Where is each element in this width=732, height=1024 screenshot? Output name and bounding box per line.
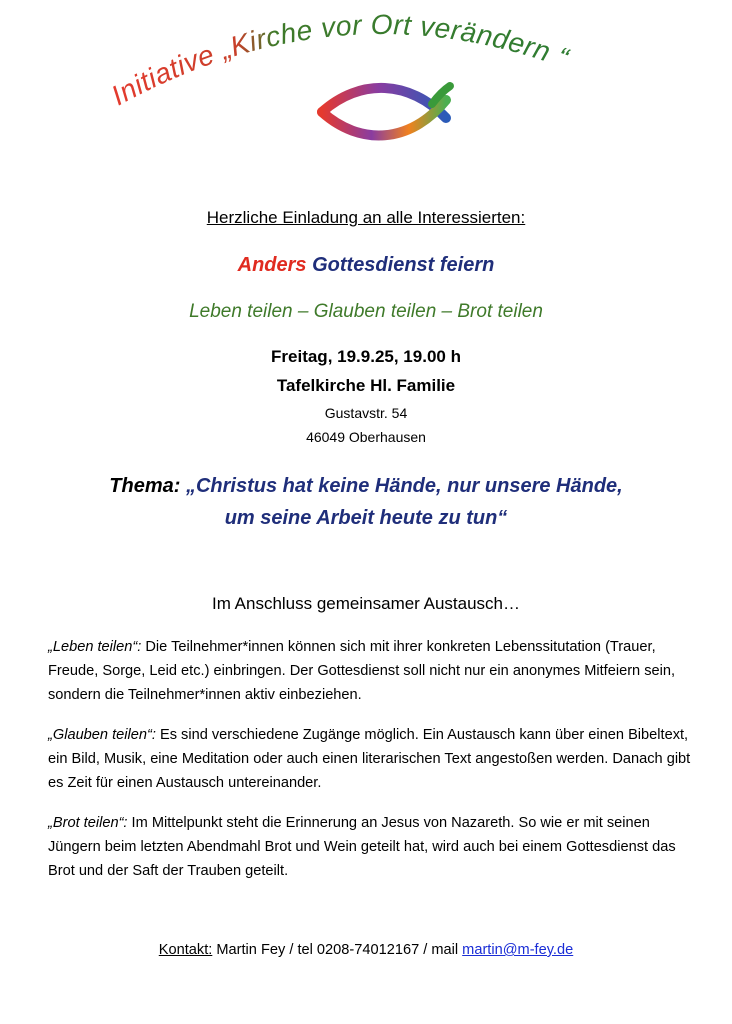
theme-quote-1: „Christus hat keine Hände, nur unsere Hände, bbox=[185, 475, 623, 497]
section-glauben-teilen bbox=[48, 723, 696, 795]
event-location: Tafelkirche Hl. Familie bbox=[276, 376, 456, 395]
invitation-line: Herzliche Einladung an alle Interessierten: bbox=[206, 208, 526, 227]
section-title: „Brot teilen“: bbox=[48, 815, 128, 831]
followup-line: Im Anschluss gemeinsamer Austausch… bbox=[211, 594, 521, 613]
headline-rest: Gottesdienst feiern bbox=[312, 254, 495, 276]
event-street: Gustavstr. 54 bbox=[324, 405, 408, 421]
section-leben-teilen bbox=[48, 635, 696, 707]
section-text: Es sind verschiedene Zugänge möglich. Ein Austausch kann über einen Bibeltext, ein Bild, Musik, eine Meditation oder auch einen literarischen Text angestoßen werden. Danach gibt es Zeit für einen Austausch untereinander. bbox=[48, 727, 691, 791]
headline bbox=[0, 254, 732, 277]
email-link[interactable]: martin@m-fey.de bbox=[462, 942, 574, 958]
tagline: Leben teilen – Glauben teilen – Brot teilen bbox=[189, 301, 543, 322]
arc-title: Initiative „Kirche vor Ort verändern “ bbox=[106, 8, 573, 112]
header-graphic bbox=[0, 0, 732, 170]
section-title: „Glauben teilen“: bbox=[48, 727, 156, 743]
event-date: Freitag, 19.9.25, 19.00 h bbox=[271, 347, 461, 366]
theme-line-1 bbox=[0, 470, 732, 502]
headline-anders: Anders bbox=[237, 254, 307, 276]
theme-label: Thema: bbox=[109, 475, 181, 497]
fish-icon bbox=[322, 86, 450, 135]
contact-line bbox=[0, 942, 732, 958]
contact-label: Kontakt: bbox=[158, 942, 213, 958]
section-text: Die Teilnehmer*innen können sich mit ihrer konkreten Lebenssitutation (Trauer, Freude, Sorge, Leid etc.) einbringen. Der Gottesdienst soll nicht nur ein anonymes Mitfeiern sein, sondern die Teilnehmer*innen aktiv einbeziehen. bbox=[48, 639, 676, 703]
section-title: „Leben teilen“: bbox=[48, 639, 142, 655]
theme-block bbox=[0, 470, 732, 534]
section-brot-teilen bbox=[48, 811, 696, 883]
contact-text: Martin Fey / tel 0208-74012167 / mail bbox=[212, 942, 463, 958]
theme-line-2: um seine Arbeit heute zu tun“ bbox=[224, 507, 508, 529]
section-text: Im Mittelpunkt steht die Erinnerung an Jesus von Nazareth. So wie er mit seinen Jüngern beim letzten Abendmahl Brot und Wein geteilt hat, wird auch bei einem Gottesdienst das Brot und der Saft der Trauben geteilt. bbox=[48, 815, 676, 879]
event-city: 46049 Oberhausen bbox=[306, 429, 426, 445]
